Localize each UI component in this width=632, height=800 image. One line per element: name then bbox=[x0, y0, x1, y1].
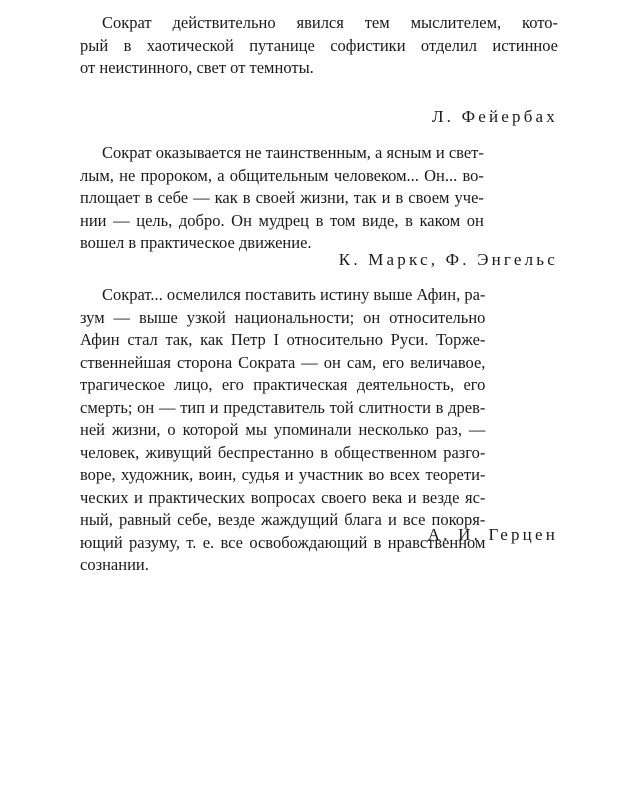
quote-line: от неистинного, свет от темноты. bbox=[80, 58, 314, 77]
quote-line: ственнейшая сторона Сократа — он сам, его величавое, bbox=[80, 352, 486, 372]
quote-marx-engels bbox=[80, 142, 484, 255]
quote-line: вошел в практическое движение. bbox=[80, 233, 312, 252]
quote-line: ный, равный себе, везде жаждущий блага и все покоря- bbox=[80, 510, 486, 529]
quote-herzen bbox=[80, 284, 485, 577]
quote-line: рый в хаотической путанице софистики отделил истинное bbox=[80, 35, 558, 55]
quote-line: смерть; он — тип и представитель той слитности в древ- bbox=[80, 397, 486, 417]
quote-line: ющий разуму, т. е. все освобождающий в нравственном bbox=[80, 532, 486, 552]
quote-feuerbach bbox=[80, 12, 558, 80]
quote-line: Сократ... осмелился поставить истину выше Афин, ра- bbox=[102, 285, 486, 304]
quote-line: ческих и практических вопросах своего века и везде яс- bbox=[80, 487, 486, 507]
quote-line: Сократ оказывается не таинственным, а ясным и свет- bbox=[102, 143, 484, 162]
quote-line: лым, не пророком, а общительным человеком... Он... во- bbox=[80, 165, 484, 185]
quote-line: зум — выше узкой национальности; он относительно bbox=[80, 307, 486, 327]
quote-line: сознании. bbox=[80, 555, 149, 574]
quote-line: трагическое лицо, его практическая деятельность, его bbox=[80, 375, 486, 394]
quote-line: площает в себе — как в своей жизни, так и в своем уче- bbox=[80, 188, 484, 207]
author-marx-engels: К. Маркс, Ф. Энгельс bbox=[338, 250, 558, 269]
quote-line: ней жизни, о которой мы упоминали несколько раз, — bbox=[80, 420, 486, 439]
quote-line: Афин стал так, как Петр I относительно Руси. Торже- bbox=[80, 330, 486, 349]
quote-line: Сократ действительно явился тем мыслителем, кото- bbox=[102, 13, 558, 32]
author-herzen: А. И. Герцен bbox=[427, 525, 558, 544]
quote-line: нии — цель, добро. Он мудрец в том виде, в каком он bbox=[80, 210, 484, 230]
quote-line: воре, художник, воин, судья и участник во всех теорети- bbox=[80, 465, 486, 484]
quote-line: человек, живущий беспрестанно в общественном разго- bbox=[80, 442, 486, 462]
epigraph-page bbox=[80, 12, 558, 574]
author-feuerbach: Л. Фейербах bbox=[431, 107, 558, 126]
